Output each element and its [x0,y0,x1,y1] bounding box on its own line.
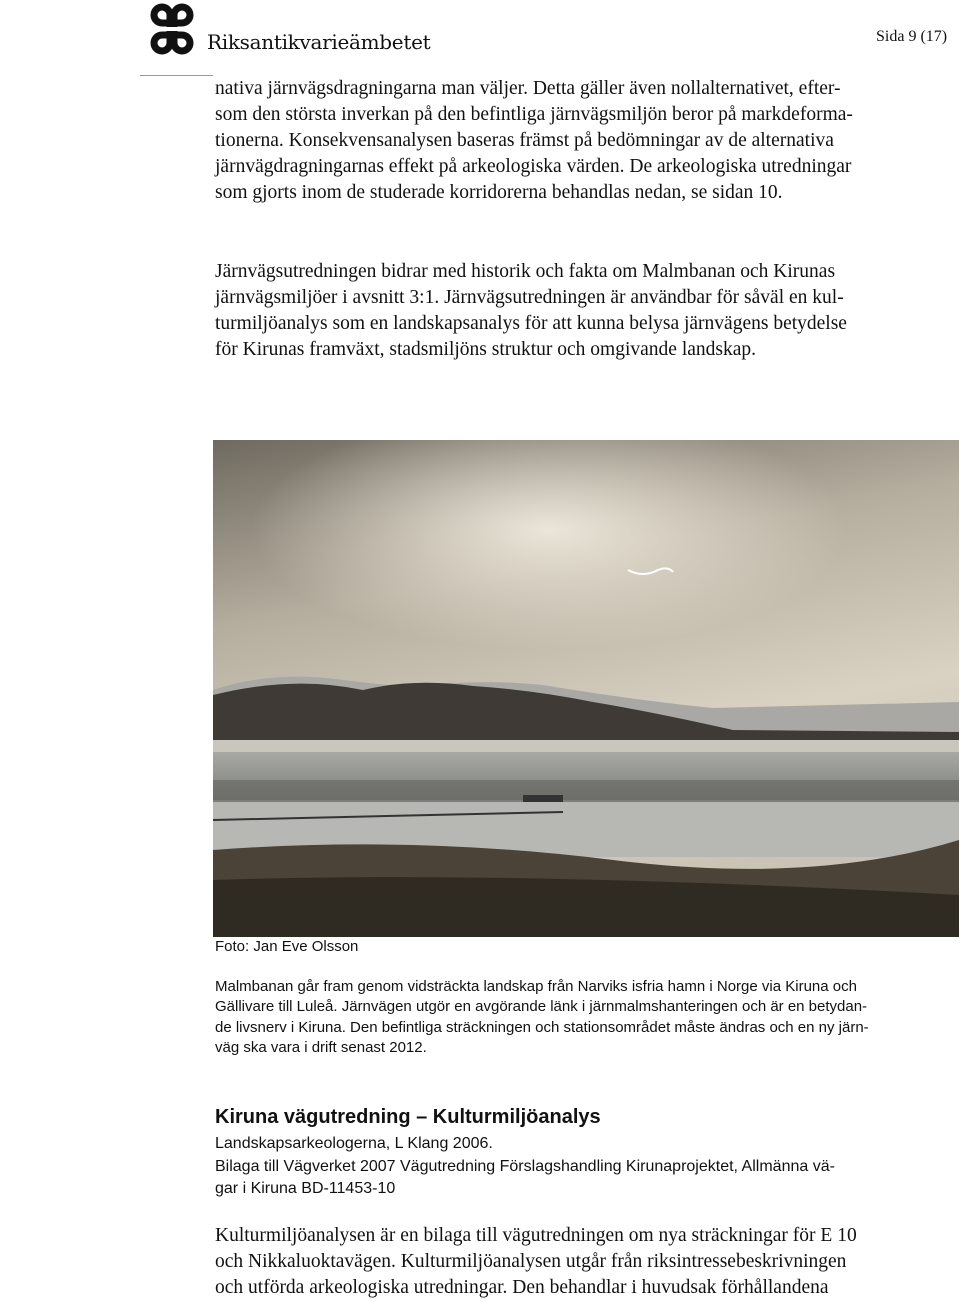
photo-credit: Foto: Jan Eve Olsson [215,938,359,955]
text-line: tionerna. Konsekvensanalysen baseras främst på bedömningar av de alternativa [215,130,834,151]
text-line: och Nikkaluoktavägen. Kulturmiljöanalysen utgår från riksintressebeskrivningen [215,1251,847,1272]
text-line: som gjorts inom de studerade korridorerna behandlas nedan, se sidan 10. [215,182,783,203]
text-line: järnvägsmiljöer i avsnitt 3:1. Järnvägsutredningen är användbar för såväl en kul- [215,287,844,308]
text-line: turmiljöanalys som en landskapsanalys för att kunna belysa järnvägens betydelse [215,313,847,334]
text-line: väg ska vara i drift senast 2012. [215,1038,427,1056]
paragraph-3 [215,1223,857,1301]
landscape-photo [213,440,959,937]
section-references [215,1133,835,1201]
section-heading: Kiruna vägutredning – Kulturmiljöanalys [215,1106,601,1128]
text-line: de livsnerv i Kiruna. Den befintliga sträckningen och stationsområdet måste ändras och en ny järn- [215,1018,869,1036]
text-line: nativa järnvägsdragningarna man väljer. Detta gäller även nollalternativet, efter- [215,78,841,99]
riksantikvarieambetet-logo-icon [146,3,198,55]
text-line: järnvägdragningarnas effekt på arkeologiska värden. De arkeologiska utredningar [215,156,852,177]
text-line: för Kirunas framväxt, stadsmiljöns struktur och omgivande landskap. [215,339,757,360]
text-line: Gällivare till Luleå. Järnvägen utgör en avgörande länk i järnmalmshanteringen och är en betydan- [215,998,868,1016]
text-line: Järnvägsutredningen bidrar med historik och fakta om Malmbanan och Kirunas [215,261,836,282]
text-line: Landskapsarkeologerna, L Klang 2006. [215,1135,493,1152]
text-line: Kulturmiljöanalysen är en bilaga till vägutredningen om nya sträckningar för E 10 [215,1225,857,1246]
organization-name: Riksantikvarieämbetet [207,30,431,54]
photo-caption [215,977,869,1058]
paragraph-1 [215,76,853,206]
header-divider [140,75,213,76]
paragraph-2 [215,259,847,363]
page-number: Sida 9 (17) [876,28,948,45]
text-line: Bilaga till Vägverket 2007 Vägutredning Förslagshandling Kirunaprojektet, Allmänna vä- [215,1157,835,1175]
text-line: gar i Kiruna BD-11453-10 [215,1180,396,1197]
text-line: och utförda arkeologiska utredningar. Den behandlar i huvudsak förhållandena [215,1277,829,1298]
text-line: som den största inverkan på den befintliga järnvägsmiljön beror på markdeforma- [215,104,853,125]
text-line: Malmbanan går fram genom vidsträckta landskap från Narviks isfria hamn i Norge via Kiruna och [215,978,857,995]
